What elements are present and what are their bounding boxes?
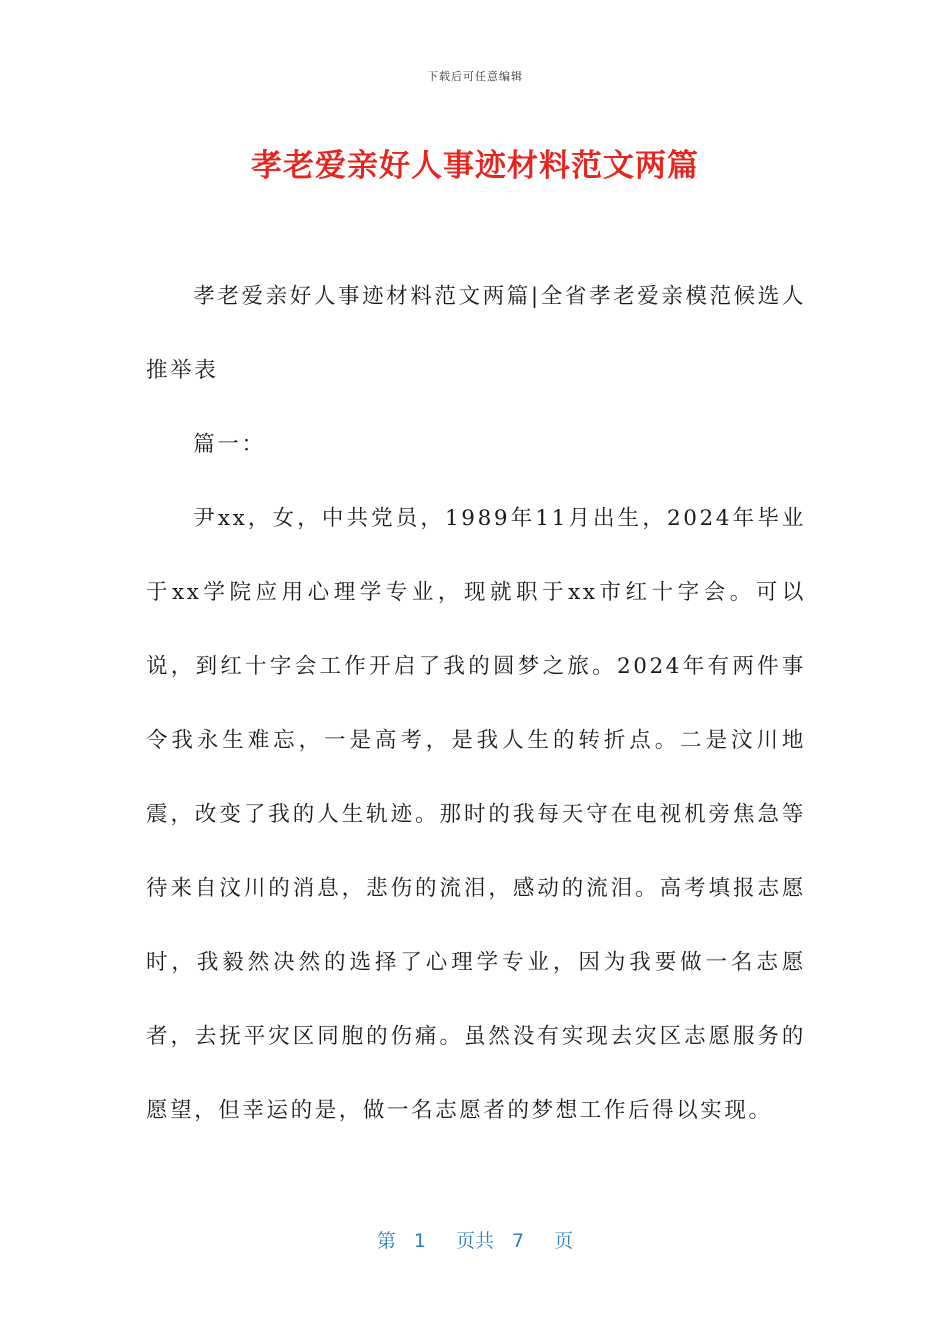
page-label-suffix: 页 xyxy=(554,1230,574,1252)
document-body xyxy=(146,260,806,1148)
header-note: 下载后可任意编辑 xyxy=(427,70,523,83)
page-footer xyxy=(0,1226,950,1253)
section-heading: 篇一： xyxy=(193,432,266,457)
body-paragraph: 尹xx，女，中共党员，1989年11月出生，2024年毕业于xx学院应用心理学专业，现就职于xx市红十字会。可以说，到红十字会工作开启了我的圆梦之旅。2024年有两件事令我永生难忘，一是高考，是我人生的转折点。二是汶川地震，改变了我的人生轨迹。那时的我每天守在电视机旁焦急等待来自汶川的消息，悲伤的流泪，感动的流泪。高考填报志愿时，我毅然决然的选择了心理学专业，因为我要做一名志愿者，去抚平灾区同胞的伤痛。虽然没有实现去灾区志愿服务的愿望，但幸运的是，做一名志愿者的梦想工作后得以实现。 xyxy=(146,506,806,1123)
intro-paragraph: 孝老爱亲好人事迹材料范文两篇|全省孝老爱亲模范候选人推举表 xyxy=(146,284,806,383)
page-label-prefix: 第 xyxy=(376,1230,396,1252)
document-title: 孝老爱亲好人事迹材料范文两篇 xyxy=(251,148,699,184)
current-page-number: 1 xyxy=(413,1230,426,1252)
page-label-mid: 页共 xyxy=(455,1230,494,1252)
total-pages-number: 7 xyxy=(512,1230,525,1252)
